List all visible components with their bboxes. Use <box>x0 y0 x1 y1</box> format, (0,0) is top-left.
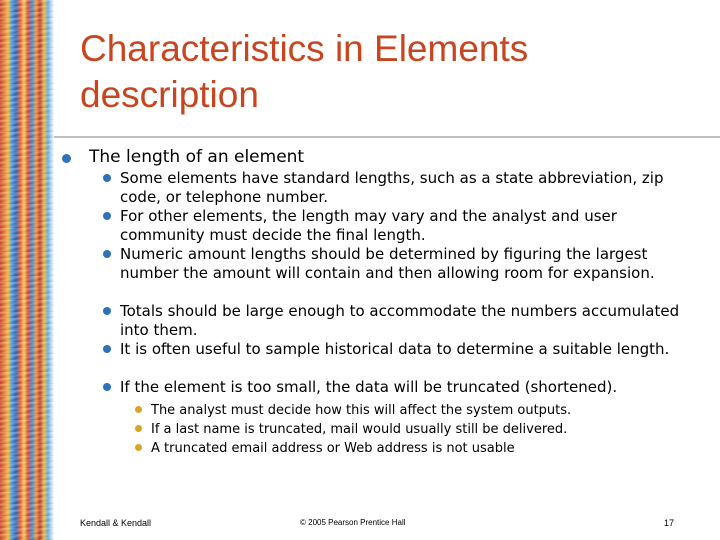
bullet-dot-icon <box>103 250 111 258</box>
bullet-dot-icon <box>103 383 111 391</box>
bullet-dot-icon <box>103 212 111 220</box>
slide-number: 17 <box>664 518 675 528</box>
bullet-dot-icon <box>135 406 142 413</box>
bullet-level3: The analyst must decide how this will affect the system outputs. <box>151 403 572 418</box>
title-divider <box>54 136 720 138</box>
decorative-woven-stripe <box>0 0 54 540</box>
bullet-dot-icon <box>135 425 142 432</box>
bullet-level2: Some elements have standard lengths, such as a state abbreviation, zip code, or telephone number. <box>120 169 664 206</box>
slide-title: Characteristics in Elements description <box>80 28 529 115</box>
bullet-level2: It is often useful to sample historical data to determine a suitable length. <box>120 340 670 358</box>
bullet-dot-icon <box>103 345 111 353</box>
bullet-level3: If a last name is truncated, mail would usually still be delivered. <box>151 422 568 437</box>
bullet-level2: For other elements, the length may vary and the analyst and user community must decide the final length. <box>120 207 617 244</box>
footer-copyright: © 2005 Pearson Prentice Hall <box>300 518 406 527</box>
bullet-level2: Numeric amount lengths should be determined by figuring the largest number the amount will contain and then allowing room for expansion. <box>120 245 655 282</box>
bullet-level3: A truncated email address or Web address is not usable <box>151 441 515 456</box>
bullet-level2: Totals should be large enough to accommodate the numbers accumulated into them. <box>120 302 680 339</box>
bullet-dot-icon <box>103 174 111 182</box>
footer-author: Kendall & Kendall <box>80 518 152 528</box>
bullet-level1: The length of an element <box>89 147 305 167</box>
bullet-dot-icon <box>135 444 142 451</box>
bullet-dot-icon <box>103 307 111 315</box>
bullet-dot-icon <box>62 154 71 163</box>
bullet-level2: If the element is too small, the data will be truncated (shortened). <box>120 378 618 396</box>
